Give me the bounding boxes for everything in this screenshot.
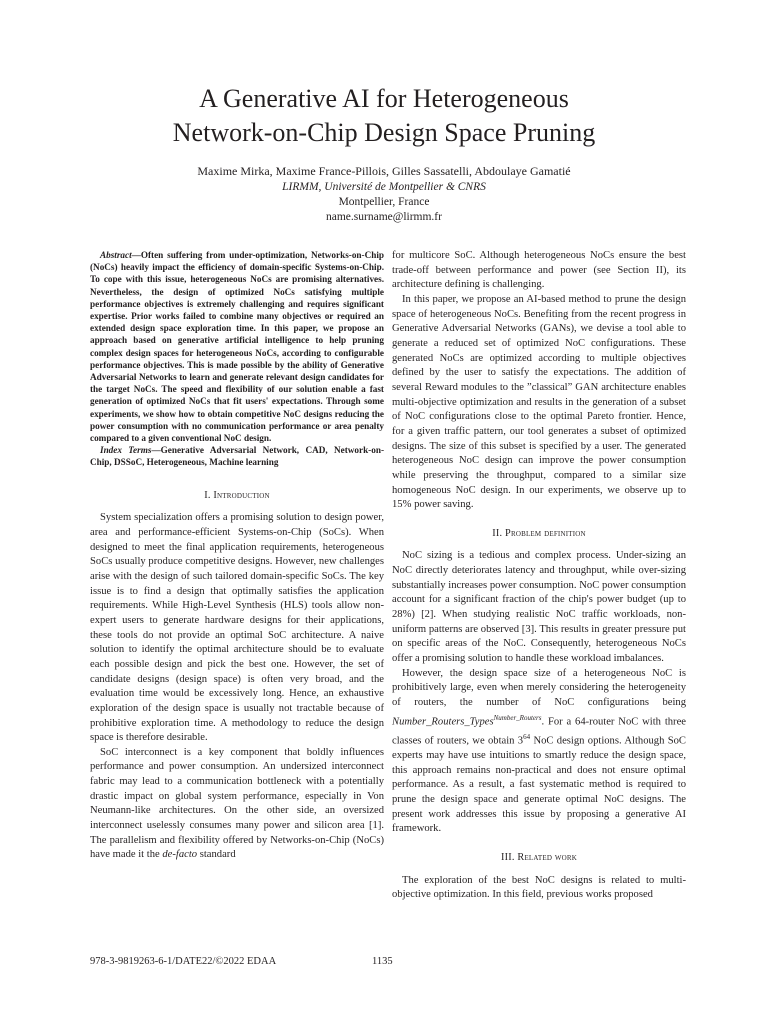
abstract-text: —Often suffering from under-optimization, Networks-on-Chip (NoCs) heavily impact the efficiency of domain-specific Systems-on-Chip. To cope with this issue, heterogeneous NoCs are promising alternatives. Nevertheless, the design of optimized NoCs satisfying multiple performance objectives is extremely challenging and requires significant expertise. Prior works failed to combine many objectives or required an extended design space exploration time. In this paper, we propose an approach based on generative artificial intelligence to help pruning complex design spaces for heterogeneous NoCs, according to configurable performance objectives. This is made possible by the ability of Generative Adversarial Networks to learn and generate relevant design candidates for the target NoCs. The speed and flexibility of our solution enable a fast generation of optimized NoCs that fit users' expectations. Through some experiments, we show how to obtain competitive NoC designs reducing the power consumption with no communication performance or area penalty compared to a given conventional NoC design. — [90, 250, 384, 444]
right-paragraph-2: In this paper, we propose an AI-based method to prune the design space of heterogeneous NoCs. Benefiting from the recent progress in Generative Adversarial Networks (GANs), we devise a tool able to generate a reduced set of optimized NoC configurations. These generated NoCs are optimized according to multiple objectives defined by the user to satisfy the expectations. The addition of several Reward modules to the ”classical” GAN architecture enables multi-objective optimization and results in the generation of a subset of NoC configurations close to the optimal Pareto frontier. Hence, for a given traffic pattern, our tool generates a subset of optimized designs. The size of this subset is specified by a user. The generated heterogeneous NoC design can improve the power consumption while preserving the throughput, compared to a similar size homogeneous NoC design. In our experiments, we observe up to 15% power saving. — [392, 293, 686, 511]
left-column — [90, 249, 384, 863]
title-line-1: A Generative AI for Heterogeneous — [199, 84, 569, 113]
problem-paragraph-1: NoC sizing is a tedious and complex process. Under-sizing an NoC directly deteriorates latency and throughput, while over-sizing substantially increases power consumption. NoC power consumption account for a significant fraction of the chip's power budget (up to 28%) [2]. When studying realistic NoC traffic workloads, non-uniform patterns are observed [3]. This results in greater pressure put on specific areas of the NoC. Consequently, heterogeneous NoCs offer a promising solution to handle these workload imbalances. — [392, 550, 686, 665]
author-block — [60, 164, 708, 225]
title-line-2: Network-on-Chip Design Space Pruning — [172, 118, 596, 147]
intro-paragraph-2 — [90, 746, 384, 863]
page-number: 1135 — [372, 956, 393, 967]
email: name.surname@lirmm.fr — [326, 211, 442, 223]
location: Montpellier, France — [338, 196, 430, 208]
abstract-label: Abstract — [100, 250, 132, 260]
problem-p2-exponent: 64 — [523, 732, 531, 741]
index-terms-text: —Generative Adversarial Network, CAD, Network-on-Chip, DSSoC, Heterogeneous, Machine learning — [90, 445, 384, 468]
section-heading-introduction: I. Introduction — [204, 489, 270, 501]
problem-p2-math: Number_Routers_Types — [392, 716, 494, 728]
index-terms — [90, 444, 384, 468]
problem-p2-math-exponent: Number_Routers — [493, 713, 542, 722]
section-heading-related-work: III. Related work — [500, 852, 578, 863]
right-paragraph-1: for multicore SoC. Although heterogeneous NoCs ensure the best trade-off between performance and power (see Section II), its architecture defining is challenging. — [392, 250, 686, 291]
section-heading-problem: II. Problem definition — [492, 527, 586, 539]
intro-p2-text-a: SoC interconnect is a key component that boldly influences performance and power consumption. An undersized interconnect fabric may lead to a communication bottleneck with a potentially drastic impact on global system performance, especially in Von Neumann-like architectures. On the other side, an oversized interconnect uselessly consumes many power and silicon area [1]. The parallelism and flexibility offered by Networks-on-Chip (NoCs) have made it the — [90, 746, 384, 861]
paper-title — [60, 82, 708, 150]
affiliation: LIRMM, Université de Montpellier & CNRS — [282, 181, 486, 193]
related-paragraph-1: The exploration of the best NoC designs is related to multi-objective optimization. In this field, previous works proposed — [392, 874, 686, 901]
abstract — [90, 249, 384, 444]
problem-p2-text-c: NoC design options. Although SoC experts may have use intuitions to smartly reduce the design space, this approach remains non-practical and does not ensure optimal performance. As a result, a fast systematic method is required to prune the design space and generate optimal NoC designs. The present work addresses this issue by proposing a generative AI framework. — [392, 735, 686, 835]
intro-p2-emphasis: de-facto — [162, 849, 198, 861]
author-names: Maxime Mirka, Maxime France-Pillois, Gilles Sassatelli, Abdoulaye Gamatié — [197, 164, 571, 178]
intro-paragraph-1: System specialization offers a promising solution to design power, area and performance-efficient Systems-on-Chip (SoCs). When designed to meet the final application requirements, heterogeneous SoCs usually produce competitive designs. However, new challenges arise with the design of such tailored domain-specific SoCs. The key issue is to find a design that optimally satisfies the application requirements. While High-Level Synthesis (HLS) tools allow non-expert users to generate hardware designs for their applications, these tools do not provide an optimal SoC architecture. A naive solution to identify the optimal architecture should be to evaluate each possible design and pick the best one. However, the set of candidate designs (design space) is often very broad, and the evaluation time would be excessively long. Hence, an exhaustive exploration of the design space is usually not tractable because of prohibitive exploration time. A methodology to reduce the design space is therefore desirable. — [90, 512, 384, 744]
right-column — [392, 249, 686, 903]
index-terms-label: Index Terms — [100, 445, 152, 456]
footer-isbn: 978-3-9819263-6-1/DATE22/©2022 EDAA — [90, 956, 277, 967]
problem-p2-text-b: . For a 64-router NoC with three classes of routers, we obtain 3 — [392, 716, 686, 747]
problem-paragraph-2 — [392, 667, 686, 837]
intro-p2-text-b: standard — [197, 849, 236, 861]
problem-p2-text-a: However, the design space size of a heterogeneous NoC is prohibitively large, even when merely considering the heterogeneity of routers, the number of NoC configurations being — [392, 667, 686, 709]
